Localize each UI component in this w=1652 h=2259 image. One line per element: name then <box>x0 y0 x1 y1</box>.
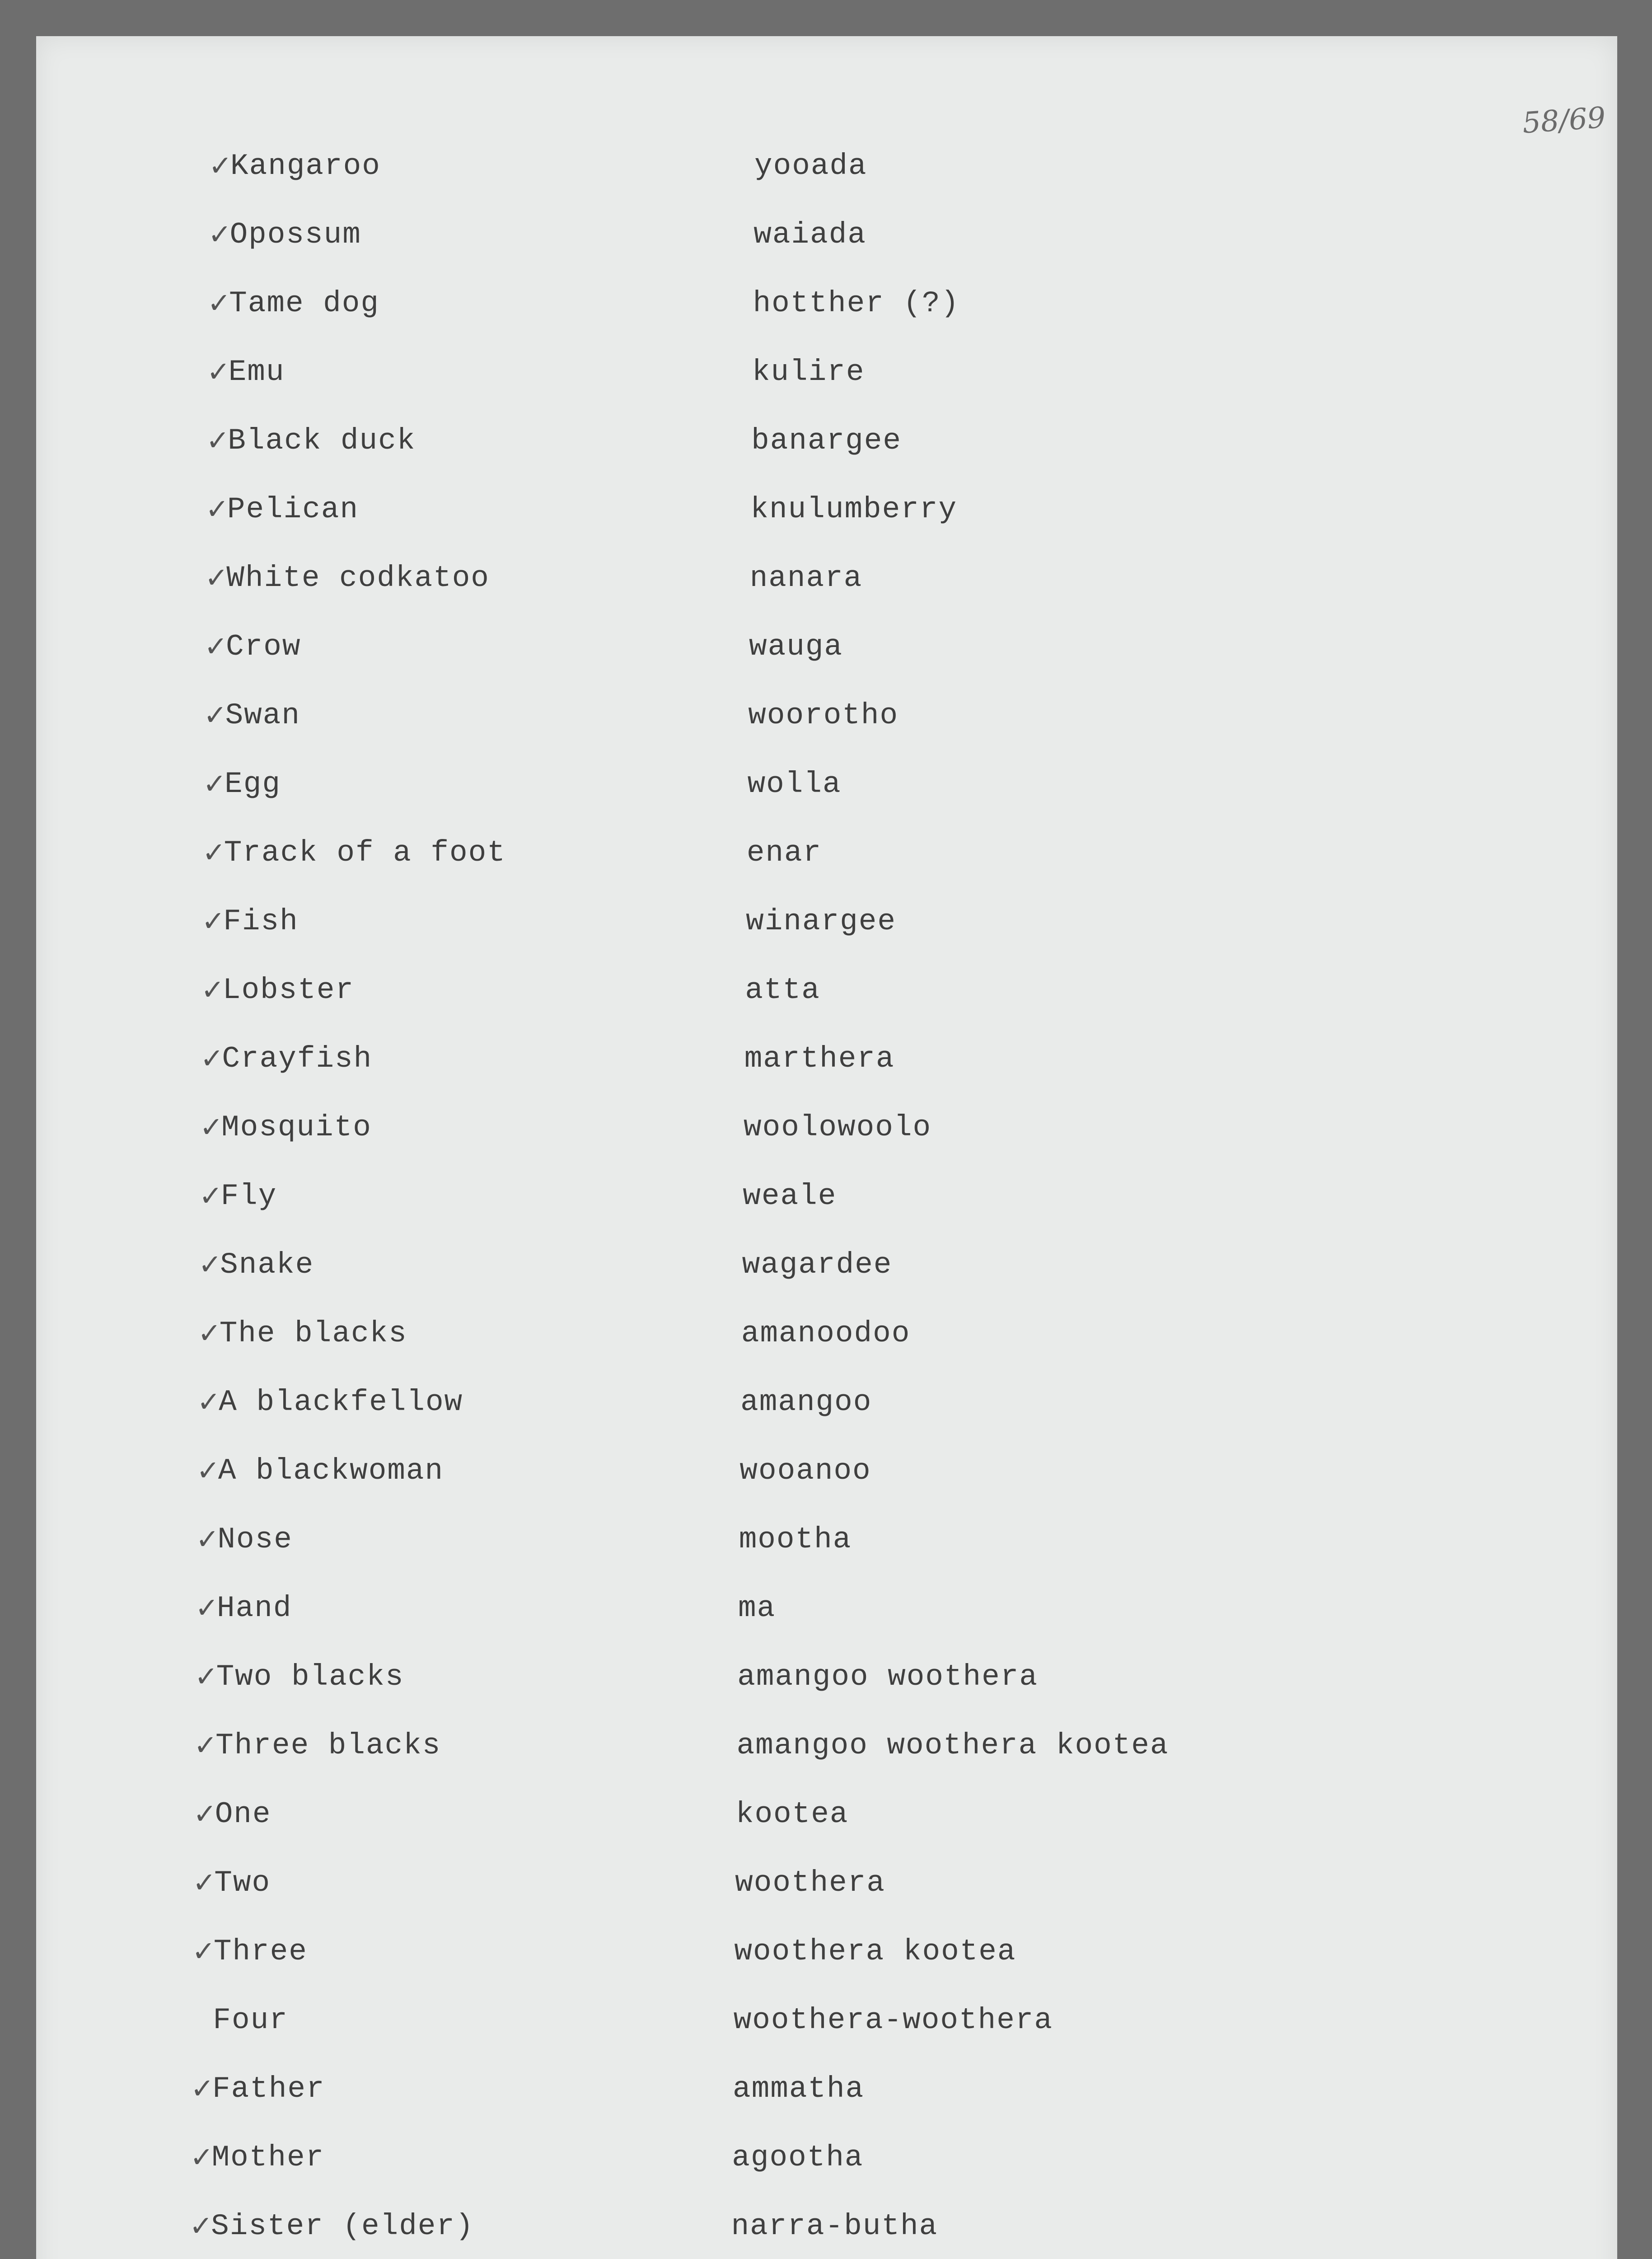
check-mark: ✓ <box>192 1866 217 1899</box>
check-mark: ✓ <box>194 1660 219 1693</box>
aboriginal-gloss: weale <box>743 1179 837 1213</box>
check-mark: ✓ <box>205 561 229 594</box>
english-term: Pelican <box>227 492 359 526</box>
vocab-row <box>36 1797 1617 1851</box>
vocab-row <box>36 1179 1617 1233</box>
check-mark: ✓ <box>190 2141 215 2174</box>
vocab-row <box>36 2003 1617 2057</box>
vocab-row <box>36 1660 1617 1714</box>
english-term: Kangaroo <box>230 149 381 183</box>
aboriginal-gloss: amangoo woothera <box>737 1660 1038 1694</box>
document-page <box>36 36 1617 2259</box>
check-mark: ✓ <box>205 492 230 525</box>
check-mark: ✓ <box>201 905 226 937</box>
aboriginal-gloss: hotther (?) <box>753 286 960 320</box>
aboriginal-gloss: kulire <box>752 355 865 389</box>
aboriginal-gloss: yooada <box>754 149 867 183</box>
check-mark: ✓ <box>203 767 228 800</box>
vocab-row <box>36 355 1617 409</box>
aboriginal-gloss: marthera <box>744 1042 895 1076</box>
vocab-row <box>36 1866 1617 1920</box>
vocab-row <box>36 149 1617 203</box>
aboriginal-gloss: waiada <box>753 218 866 252</box>
english-term: One <box>215 1797 271 1831</box>
aboriginal-gloss: woothera kootea <box>734 1935 1016 1968</box>
aboriginal-gloss: wooanoo <box>739 1454 871 1488</box>
english-term: White codkatoo <box>226 561 490 595</box>
vocab-row <box>36 698 1617 753</box>
aboriginal-gloss: wagardee <box>742 1248 893 1282</box>
check-mark: ✓ <box>202 836 227 869</box>
english-term: Sister (elder) <box>211 2209 474 2243</box>
english-term: The blacks <box>219 1317 407 1350</box>
english-term: Tame dog <box>229 286 379 320</box>
english-term: Four <box>213 2003 288 2037</box>
check-mark: ✓ <box>199 1179 224 1212</box>
check-mark: ✓ <box>206 355 231 388</box>
vocab-row <box>36 973 1617 1027</box>
aboriginal-gloss: ma <box>738 1591 776 1625</box>
check-mark: ✓ <box>194 1729 219 1762</box>
aboriginal-gloss: kootea <box>735 1797 849 1831</box>
check-mark: ✓ <box>192 1935 216 1968</box>
vocab-row <box>36 905 1617 959</box>
check-mark: ✓ <box>209 149 233 182</box>
english-term: Fly <box>220 1179 277 1213</box>
vocab-row <box>36 1385 1617 1439</box>
vocab-row <box>36 1317 1617 1371</box>
check-mark: ✓ <box>196 1454 221 1487</box>
check-mark: ✓ <box>193 1797 218 1830</box>
vocab-row <box>36 1591 1617 1645</box>
english-term: Two blacks <box>216 1660 404 1694</box>
aboriginal-gloss: ammatha <box>733 2072 865 2106</box>
check-mark: ✓ <box>201 973 225 1006</box>
vocab-row <box>36 1111 1617 1165</box>
english-term: Fish <box>223 905 299 938</box>
english-term: Track of a foot <box>224 836 506 870</box>
aboriginal-gloss: winargee <box>746 905 896 938</box>
vocab-row <box>36 2072 1617 2126</box>
check-mark: ✓ <box>197 1317 222 1350</box>
vocab-row <box>36 836 1617 890</box>
english-term: Mosquito <box>221 1111 372 1144</box>
english-term: Opossum <box>229 218 361 252</box>
check-mark: ✓ <box>189 2209 214 2242</box>
english-term: A blackfellow <box>219 1385 463 1419</box>
aboriginal-gloss: amangoo woothera kootea <box>736 1729 1169 1762</box>
english-term: Crow <box>226 630 301 664</box>
english-term: Three blacks <box>215 1729 441 1762</box>
aboriginal-gloss: nanara <box>749 561 863 595</box>
check-mark: ✓ <box>200 1111 224 1144</box>
check-mark: ✓ <box>191 2072 215 2105</box>
aboriginal-gloss: mootha <box>739 1523 852 1556</box>
check-mark: ✓ <box>204 630 229 663</box>
aboriginal-gloss: amanoodoo <box>741 1317 911 1350</box>
check-mark: ✓ <box>203 698 228 731</box>
vocab-row <box>36 2209 1617 2259</box>
aboriginal-gloss: woothera-woothera <box>733 2003 1053 2037</box>
english-term: Hand <box>217 1591 292 1625</box>
vocab-row <box>36 1042 1617 1096</box>
folio-number: 58/69 <box>1521 101 1607 141</box>
aboriginal-gloss: agootha <box>732 2141 864 2175</box>
vocab-row <box>36 1248 1617 1302</box>
vocab-row <box>36 1523 1617 1577</box>
english-term: Mother <box>211 2141 325 2175</box>
vocab-row <box>36 1935 1617 1989</box>
english-term: Two <box>214 1866 271 1900</box>
vocab-row <box>36 630 1617 684</box>
aboriginal-gloss: wolla <box>747 767 842 801</box>
vocab-row <box>36 767 1617 821</box>
english-term: Swan <box>225 698 300 732</box>
aboriginal-gloss: woolowoolo <box>744 1111 932 1144</box>
vocab-row <box>36 2141 1617 2195</box>
aboriginal-gloss: knulumberry <box>750 492 958 526</box>
english-term: Father <box>212 2072 325 2106</box>
english-term: Lobster <box>222 973 355 1007</box>
vocab-row <box>36 1729 1617 1783</box>
aboriginal-gloss: wauga <box>749 630 843 664</box>
aboriginal-gloss: enar <box>746 836 822 870</box>
english-term: Black duck <box>228 424 416 458</box>
aboriginal-gloss: woorotho <box>748 698 899 732</box>
english-term: Egg <box>225 767 281 801</box>
english-term: A blackwoman <box>218 1454 444 1488</box>
english-term: Emu <box>228 355 285 389</box>
english-term: Crayfish <box>222 1042 373 1076</box>
vocab-row <box>36 218 1617 272</box>
aboriginal-gloss: banargee <box>751 424 902 458</box>
aboriginal-gloss: amangoo <box>740 1385 872 1419</box>
check-mark: ✓ <box>198 1248 223 1281</box>
aboriginal-gloss: atta <box>745 973 820 1007</box>
check-mark: ✓ <box>208 218 233 251</box>
check-mark: ✓ <box>196 1523 220 1556</box>
aboriginal-gloss: woothera <box>735 1866 885 1900</box>
english-term: Snake <box>220 1248 314 1282</box>
vocab-row <box>36 286 1617 341</box>
english-term: Nose <box>217 1523 293 1556</box>
english-term: Three <box>213 1935 308 1968</box>
check-mark: ✓ <box>207 286 232 319</box>
vocab-row <box>36 424 1617 478</box>
aboriginal-gloss: narra-butha <box>731 2209 938 2243</box>
check-mark: ✓ <box>200 1042 225 1075</box>
vocab-row <box>36 492 1617 547</box>
check-mark: ✓ <box>195 1591 220 1624</box>
check-mark: ✓ <box>206 424 231 457</box>
check-mark: ✓ <box>197 1385 222 1418</box>
vocab-row <box>36 561 1617 615</box>
vocab-row <box>36 1454 1617 1508</box>
